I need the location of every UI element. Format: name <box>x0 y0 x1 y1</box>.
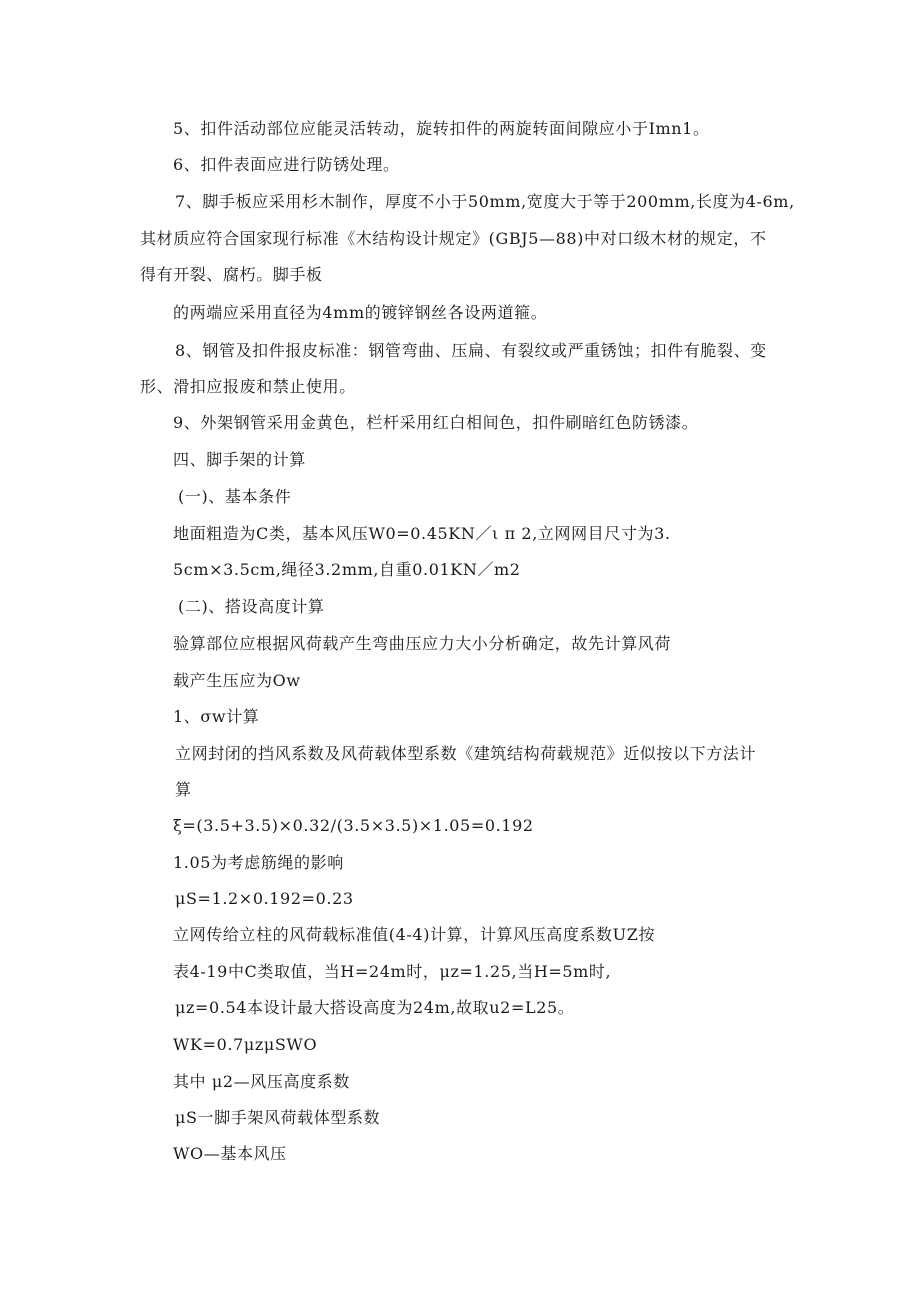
subsection-heading: (二)、搭设高度计算 <box>178 597 325 616</box>
text-line: 算 <box>175 780 192 799</box>
text-line: 验算部位应根据风荷载产生弯曲压应力大小分析确定，故先计算风荷 <box>173 634 672 653</box>
text-line: 其中 μ2—风压高度系数 <box>173 1072 350 1091</box>
formula-line: WK=0.7μzμSWO <box>173 1035 318 1054</box>
text-line: 其材质应符合国家现行标准《木结构设计规定》(GBJ5—88)中对口级木材的规定，不 <box>140 229 767 248</box>
text-line: 形、滑扣应报废和禁止使用。 <box>140 377 356 396</box>
text-line: 9、外架钢管采用金黄色，栏杆采用红白相间色，扣件刷暗红色防锈漆。 <box>173 413 699 432</box>
text-line: 得有开裂、腐朽。脚手板 <box>140 265 323 284</box>
item-heading: 1、σw计算 <box>173 707 260 726</box>
text-line: μS一脚手架风荷载体型系数 <box>175 1108 381 1127</box>
text-line: 立网传给立柱的风荷载标准值(4-4)计算，计算风压高度系数UZ按 <box>173 925 656 944</box>
text-line: 1.05为考虑筋绳的影响 <box>173 853 344 872</box>
text-line: μz=0.54本设计最大搭设高度为24m,故取u2=L25。 <box>175 998 575 1017</box>
text-line: 的两端应采用直径为4mm的镀锌钢丝各设两道箍。 <box>173 303 548 322</box>
formula-line: ξ=(3.5+3.5)×0.32/(3.5×3.5)×1.05=0.192 <box>173 816 534 835</box>
text-line: 7、脚手板应采用杉木制作，厚度不小于50mm,宽度大于等于200mm,长度为4-6m, <box>175 192 795 211</box>
text-line: 立网封闭的挡风系数及风荷载体型系数《建筑结构荷载规范》近似按以下方法计 <box>175 744 757 763</box>
subsection-heading: (一)、基本条件 <box>178 487 292 506</box>
text-line: 5cm×3.5cm,绳径3.2mm,自重0.01KN／m2 <box>173 560 521 579</box>
text-line: 载产生压应为Ow <box>173 671 301 690</box>
text-line: WO—基本风压 <box>173 1144 287 1163</box>
text-line: 地面粗造为C类，基本风压W0=0.45KN／ι π 2,立网网目尺寸为3. <box>173 524 671 543</box>
section-heading: 四、脚手架的计算 <box>173 450 306 469</box>
text-line: 6、扣件表面应进行防锈处理。 <box>173 155 400 174</box>
formula-line: μS=1.2×0.192=0.23 <box>175 889 354 908</box>
text-line: 8、钢管及扣件报皮标准：钢管弯曲、压扁、有裂纹或严重锈蚀；扣件有脆裂、变 <box>175 341 767 360</box>
text-line: 表4-19中C类取值，当H=24m时，μz=1.25,当H=5m时, <box>173 962 612 981</box>
text-line: 5、扣件活动部位应能灵活转动，旋转扣件的两旋转面间隙应小于Imn1。 <box>173 119 710 138</box>
